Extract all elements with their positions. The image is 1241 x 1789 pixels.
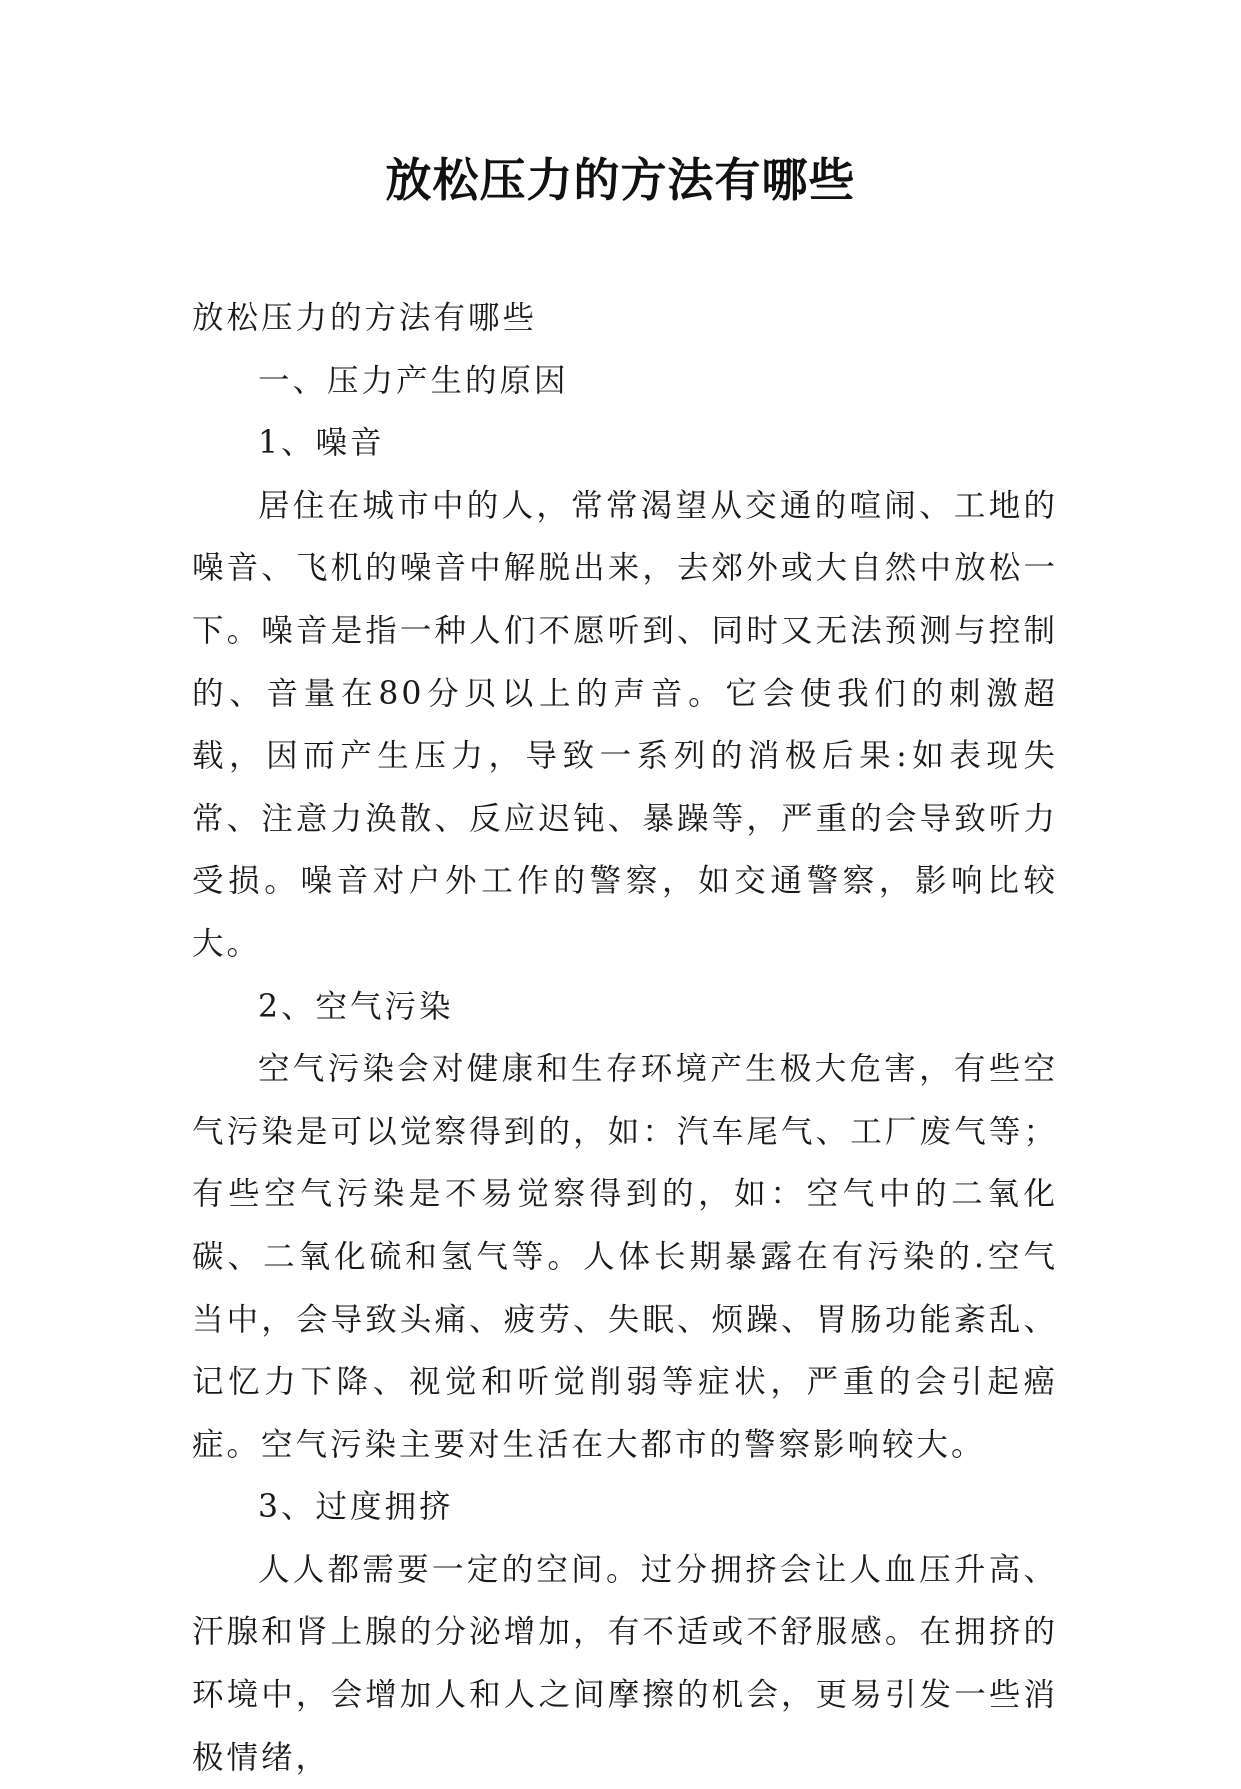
paragraph-heading: 放松压力的方法有哪些 [192, 300, 538, 336]
paragraph-air-pollution: 空气污染会对健康和生存环境产生极大危害，有些空气污染是可以觉察得到的，如：汽车尾气、工厂废气等；有些空气污染是不易觉察得到的，如：空气中的二氧化碳、二氧化硫和氢气等。人体长期暴露在有污染的.空气当中，会导致头痛、疲劳、失眠、烦躁、胃肠功能紊乱、记忆力下降、视觉和听觉削弱等症状，严重的会引起癌症。空气污染主要对生活在大都市的警察影响较大。 [192, 1051, 1058, 1463]
document-title: 放松压力的方法有哪些 [385, 153, 856, 207]
paragraph-noise: 居住在城市中的人，常常渴望从交通的喧闹、工地的噪音、飞机的噪音中解脱出来，去郊外或大自然中放松一下。噪音是指一种人们不愿听到、同时又无法预测与控制的、音量在80分贝以上的声音。它会使我们的刺激超载，因而产生压力，导致一系列的消极后果:如表现失常、注意力涣散、反应迟钝、暴躁等，严重的会导致听力受损。噪音对户外工作的警察，如交通警察，影响比较大。 [192, 487, 1058, 962]
subsection-heading-noise: 1、噪音 [258, 425, 385, 462]
document-body [192, 287, 1058, 1789]
section-heading-causes: 一、压力产生的原因 [258, 362, 569, 399]
subsection-heading-air-pollution: 2、空气污染 [258, 988, 454, 1025]
subsection-heading-crowding: 3、过度拥挤 [258, 1489, 454, 1526]
paragraph-crowding: 人人都需要一定的空间。过分拥挤会让人血压升高、汗腺和肾上腺的分泌增加，有不适或不舒服感。在拥挤的环境中，会增加人和人之间摩擦的机会，更易引发一些消极情绪， [192, 1551, 1058, 1776]
